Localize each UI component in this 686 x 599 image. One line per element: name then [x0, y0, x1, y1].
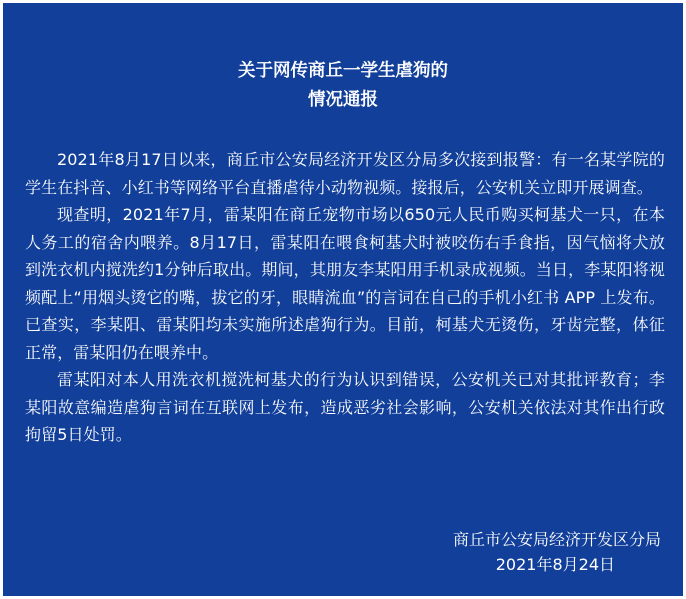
- notice-title-line-1: 关于网传商丘一学生虐狗的: [238, 61, 448, 81]
- notice-body: [25, 146, 665, 449]
- paragraph-findings: 现查明，2021年7月，雷某阳在商丘宠物市场以650元人民币购买柯基犬一只，在本人务工的宿舍内喂养。8月17日，雷某阳在喂食柯基犬时被咬伤右手食指，因气恼将犬放到洗衣机内搅洗约1分钟后取出。期间，其朋友李某阳用手机录成视频。当日，李某阳将视频配上“用烟头烫它的嘴，拔它的牙，眼睛流血”的言词在自己的手机小红书 APP 上发布。已查实，李某阳、雷某阳均未实施所述虐狗行为。目前，柯基犬无烫伤，牙齿完整，体征正常，雷某阳仍在喂养中。: [25, 205, 665, 362]
- paragraph-penalty: 雷某阳对本人用洗衣机搅洗柯基犬的行为认识到错误，公安机关已对其批评教育；李某阳故意编造虐狗言词在互联网上发布，造成恶劣社会影响，公安机关依法对其作出行政拘留5日处罚。: [25, 370, 665, 444]
- issuer-signature: 商丘市公安局经济开发区分局: [452, 530, 661, 549]
- notice-panel: [3, 3, 683, 596]
- issue-date: 2021年8月24日: [495, 555, 615, 574]
- paragraph-report: 2021年8月17日以来，商丘市公安局经济开发区分局多次接到报警：有一名某学院的学生在抖音、小红书等网络平台直播虐待小动物视频。接报后，公安机关立即开展调查。: [25, 150, 665, 197]
- notice-title-line-2: 情况通报: [308, 90, 378, 110]
